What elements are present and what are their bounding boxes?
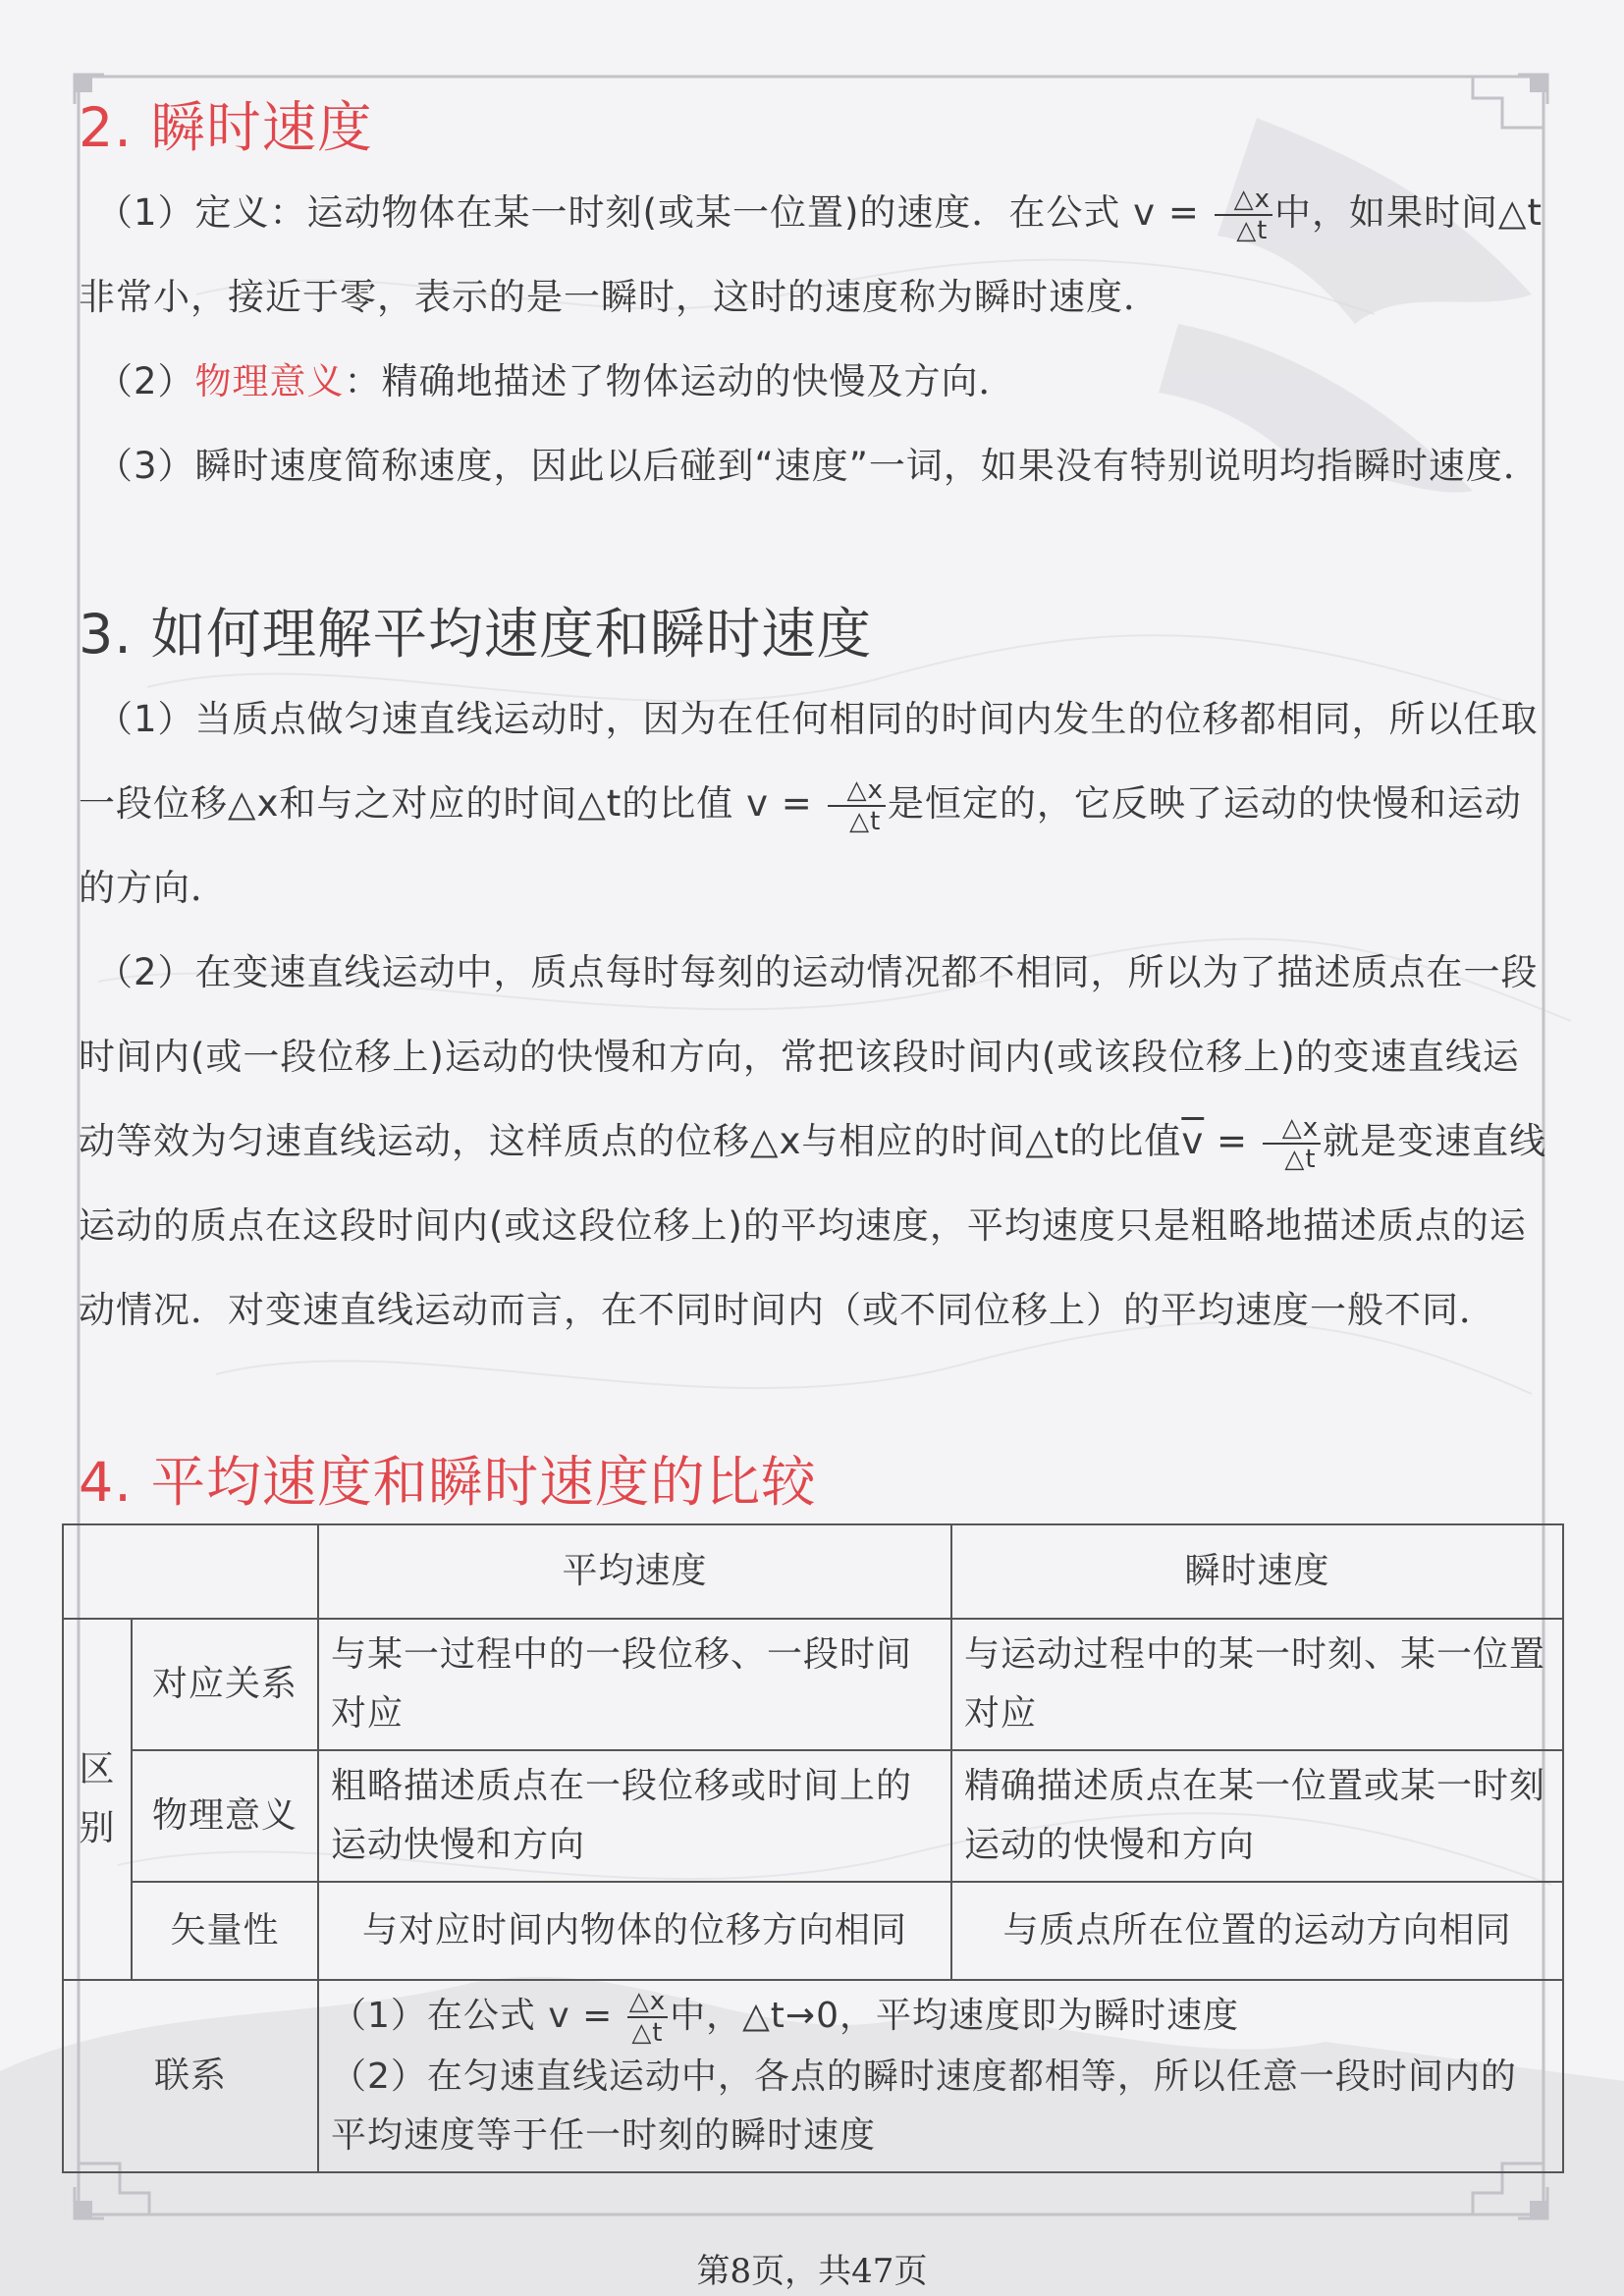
formula-fraction [828, 775, 886, 836]
table-row [63, 1619, 1563, 1750]
cell-instant-correspondence: 与运动过程中的某一时刻、某一位置对应 [951, 1619, 1563, 1750]
meaning-number: （2） [96, 360, 195, 402]
relation-item-2: （2）在匀速直线运动中，各点的瞬时速度都相等，所以任意一段时间内的平均速度等于任一时刻的瞬时速度 [331, 2056, 1517, 2156]
relation-item-1 [331, 1987, 1550, 2048]
fraction-denominator: △t [849, 806, 882, 836]
page-number: 第8页，共47页 [696, 2252, 928, 2291]
section-4-title: 4. 平均速度和瞬时速度的比较 [79, 1451, 817, 1515]
meaning-text: ：精确地描述了物体运动的快慢及方向． [344, 360, 1016, 402]
formula-fraction [1215, 185, 1272, 245]
cell-instant-meaning: 精确描述质点在某一位置或某一时刻运动的快慢和方向 [951, 1750, 1563, 1882]
formula-fraction [1263, 1113, 1321, 1174]
formula-fraction [627, 1987, 668, 2048]
table-relation-row [63, 1980, 1563, 2172]
table-row [63, 1882, 1563, 1980]
header-instant-velocity: 瞬时速度 [951, 1524, 1563, 1619]
document-body [79, 86, 1551, 1525]
fraction-denominator: △t [631, 2018, 664, 2048]
meaning-paragraph [79, 340, 1551, 424]
fraction-denominator: △t [1284, 1144, 1317, 1174]
cell-average-meaning: 粗略描述质点在一段位移或时间上的运动快慢和方向 [318, 1750, 951, 1882]
table-header-row [63, 1524, 1563, 1619]
v-bar-symbol: $\overline{v}$ [1181, 1120, 1205, 1162]
fraction-numerator: △x [628, 1987, 667, 2016]
section-3-title: 3. 如何理解平均速度和瞬时速度 [79, 603, 873, 667]
difference-group-label: 区别 [63, 1619, 132, 1980]
relation-label: 联系 [63, 1980, 318, 2172]
fraction-numerator: △x [1215, 185, 1272, 216]
definition-suffix: 中，如果时间△t非常小，接近于零，表示的是一瞬时，这时的速度称为瞬时速度． [79, 191, 1543, 318]
row-label-vector: 矢量性 [132, 1882, 318, 1980]
equals-sign: = [1204, 1120, 1261, 1162]
comparison-table [62, 1523, 1564, 2173]
row-label-correspondence: 对应关系 [132, 1619, 318, 1750]
definition-paragraph [79, 171, 1551, 340]
header-average-velocity: 平均速度 [318, 1524, 951, 1619]
relation-1-prefix: （1）在公式 v = [331, 1996, 625, 2036]
variable-suffix: 就是变速直线运动的质点在这段时间内(或这段位移上)的平均速度，平均速度只是粗略地描述质点的运动情况．对变速直线运动而言，在不同时间内（或不同位移上）的平均速度一般不同． [79, 1120, 1547, 1331]
uniform-prefix: （1）当质点做匀速直线运动时，因为在任何相同的时间内发生的位移都相同，所以任取一段位移△x和与之对应的时间△t的比值 v = [79, 698, 1539, 825]
fraction-numerator: △x [828, 775, 886, 807]
variable-prefix: （2）在变速直线运动中，质点每时每刻的运动情况都不相同，所以为了描述质点在一段时间内(或一段位移上)运动的快慢和方向，常把该段时间内(或该段位移上)的变速直线运动等效为匀速直线运动，这样质点的位移△x与相应的时间△t的比值 [79, 951, 1539, 1162]
cell-average-vector: 与对应时间内物体的位移方向相同 [318, 1882, 951, 1980]
row-label-physical-meaning: 物理意义 [132, 1750, 318, 1882]
definition-prefix: （1）定义：运动物体在某一时刻(或某一位置)的速度．在公式 v = [96, 191, 1213, 234]
uniform-suffix: 是恒定的，它反映了运动的快慢和运动的方向． [79, 782, 1522, 909]
variable-motion-paragraph [79, 931, 1551, 1353]
relation-cell [318, 1980, 1563, 2172]
table-row [63, 1750, 1563, 1882]
fraction-denominator: △t [1236, 215, 1269, 245]
cell-average-correspondence: 与某一过程中的一段位移、一段时间对应 [318, 1619, 951, 1750]
header-empty-cell [63, 1524, 318, 1619]
uniform-motion-paragraph [79, 677, 1551, 931]
cell-instant-vector: 与质点所在位置的运动方向相同 [951, 1882, 1563, 1980]
fraction-numerator: △x [1263, 1113, 1321, 1145]
meaning-label: 物理意义 [194, 360, 345, 402]
item-3-paragraph: （3）瞬时速度简称速度，因此以后碰到“速度”一词，如果没有特别说明均指瞬时速度． [96, 445, 1541, 487]
relation-1-suffix: 中，△t→0，平均速度即为瞬时速度 [670, 1996, 1239, 2036]
section-2-title: 2. 瞬时速度 [79, 96, 373, 160]
